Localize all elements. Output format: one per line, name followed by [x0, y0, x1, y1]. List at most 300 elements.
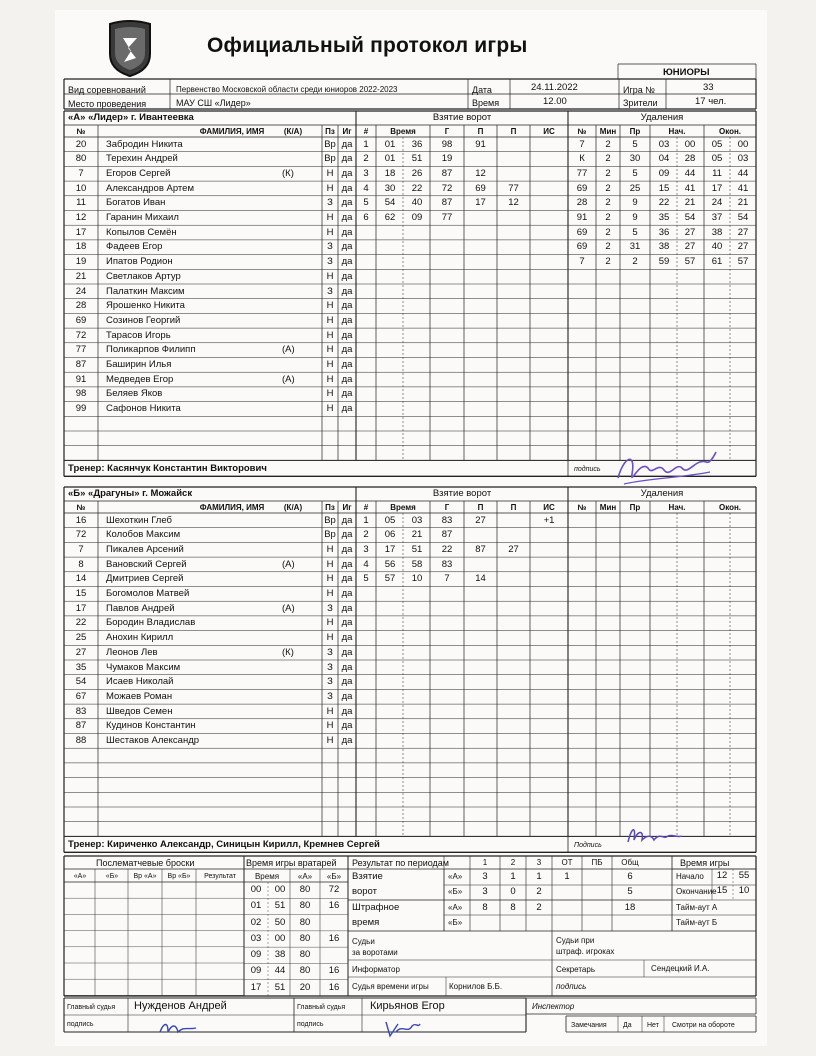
- penalty-end-minute: 05: [711, 153, 723, 165]
- penalty-reason: 9: [632, 212, 638, 223]
- team_a-sign-label: подпись: [574, 466, 601, 474]
- referee-1-sign-label: подпись: [67, 1021, 94, 1028]
- player-number: 19: [75, 256, 87, 268]
- player-position: З: [327, 690, 333, 702]
- player-position: Н: [326, 373, 334, 385]
- player-number: 99: [75, 403, 87, 415]
- player-number: 80: [75, 153, 87, 165]
- period-team-tag: «А»: [448, 903, 463, 912]
- goal-number: 5: [363, 197, 369, 209]
- goal-number: 2: [363, 529, 369, 541]
- penalty-player: 69: [576, 226, 588, 238]
- player-played: да: [341, 329, 353, 341]
- goal-scorer: 87: [441, 529, 453, 541]
- player-number: 67: [75, 690, 87, 702]
- player-played: да: [341, 256, 353, 268]
- goals-row-label-2: ворот: [352, 886, 377, 897]
- team_b-col-pen-reason: Пр: [629, 503, 641, 512]
- player-name: Вановский Сергей: [106, 558, 187, 570]
- player-position: Н: [326, 314, 334, 326]
- player-position: Вр: [324, 138, 336, 150]
- team_a-col-goal-no: #: [363, 127, 369, 136]
- team_a-penalties-header: Удаления: [640, 112, 684, 123]
- penalty-end-second: 03: [737, 153, 749, 165]
- player-number: 17: [75, 602, 87, 614]
- goal-scorer: 98: [441, 138, 453, 150]
- player-number: 22: [75, 617, 87, 629]
- player-played: да: [341, 403, 353, 415]
- period-total-header: Общ: [621, 858, 639, 867]
- penalty-end-second: 27: [737, 226, 749, 238]
- penalty-end-minute: 37: [711, 212, 723, 223]
- gk-row-a: 80: [299, 916, 311, 928]
- goal-assist-1: 87: [475, 543, 486, 555]
- venue-value: МАУ СШ «Лидер»: [176, 98, 251, 108]
- goal-scorer: 72: [441, 182, 453, 194]
- goal-second: 58: [411, 558, 423, 570]
- penalty-player: 69: [576, 241, 588, 253]
- player-position: Н: [326, 167, 334, 179]
- penalty-start-second: 54: [684, 212, 696, 223]
- player-played: да: [341, 735, 353, 746]
- period-value: 3: [482, 871, 488, 882]
- player-played: да: [341, 632, 353, 644]
- team_a-col-ig: Иг: [342, 127, 352, 136]
- penalty-judges-label: Судьи при: [556, 936, 595, 945]
- penalty-end-second: 44: [737, 167, 749, 179]
- player-position: Вр: [324, 514, 336, 526]
- shootout-col-b: «Б»: [105, 873, 119, 880]
- penalty-end-minute: 24: [711, 197, 723, 209]
- team_b-title: «Б» «Драгуны» г. Можайск: [68, 488, 193, 499]
- penalty-player: 69: [576, 182, 588, 194]
- player-number: 10: [75, 182, 87, 194]
- team_a-col-no: №: [76, 127, 86, 136]
- goal-minute: 17: [384, 543, 396, 555]
- player-number: 7: [78, 167, 84, 179]
- player-number: 11: [76, 197, 86, 209]
- gk-row-a: 80: [299, 884, 311, 895]
- team_b-penalties-header: Удаления: [640, 488, 684, 499]
- penalty-minutes: 2: [605, 153, 611, 165]
- player-name: Тарасов Игорь: [106, 329, 171, 341]
- informer-label: Информатор: [352, 965, 400, 974]
- player-role: (А): [282, 558, 295, 570]
- period-value: 3: [482, 886, 488, 897]
- player-played: да: [341, 212, 353, 223]
- penalty-player: 77: [576, 167, 588, 179]
- player-number: 87: [75, 720, 87, 732]
- goal-number: 3: [363, 543, 369, 555]
- goal-second: 51: [411, 153, 423, 165]
- player-played: да: [341, 373, 353, 385]
- gk-row-b: 16: [328, 932, 340, 944]
- goal-minute: 62: [384, 212, 396, 223]
- penalty-start-second: 00: [684, 138, 696, 150]
- penalty-player: 91: [576, 212, 588, 223]
- goal-scorer: 83: [441, 558, 453, 570]
- referee-1-label: Главный судья: [67, 1004, 116, 1011]
- team_b-col-goal-scorer: Г: [444, 503, 450, 512]
- player-name: Богомолов Матвей: [106, 588, 190, 599]
- period-value: 0: [510, 886, 516, 897]
- game-time-label: Время игры: [680, 858, 730, 868]
- team_a-col-pen-end: Окон.: [718, 127, 742, 136]
- player-position: Н: [326, 226, 334, 238]
- goal-assist-1: 17: [475, 197, 486, 209]
- remarks-yes: Да: [623, 1022, 632, 1029]
- goal-second: 22: [411, 182, 423, 194]
- goal-scorer: 22: [441, 543, 453, 555]
- player-name: Поликарпов Филипп: [106, 344, 196, 356]
- player-name: Шестаков Александр: [106, 735, 200, 746]
- penalty-minutes: 2: [605, 138, 611, 150]
- player-position: Н: [326, 632, 334, 644]
- penalty-start-minute: 15: [658, 182, 670, 194]
- goal-assist-2: 77: [508, 182, 519, 194]
- goal-minute: 57: [384, 573, 396, 585]
- team_b-col-pen-end: Окон.: [718, 503, 742, 512]
- penalty-player: К: [579, 153, 585, 165]
- period-value: 1: [536, 871, 542, 882]
- player-name: Богатов Иван: [106, 197, 166, 209]
- player-played: да: [341, 388, 353, 400]
- player-number: 91: [75, 373, 87, 385]
- time-value: 12.00: [543, 96, 567, 107]
- competition-label: Вид соревнований: [68, 85, 146, 95]
- venue-label: Место проведения: [68, 99, 147, 109]
- player-played: да: [341, 558, 353, 570]
- game-number-label: Игра №: [623, 85, 655, 95]
- goal-assist-2: 12: [508, 197, 519, 209]
- goal-scorer: 87: [441, 197, 453, 209]
- player-position: З: [327, 676, 333, 688]
- secretary-label: Секретарь: [556, 965, 595, 974]
- player-played: да: [341, 602, 353, 614]
- penalty-reason: 31: [629, 241, 641, 253]
- penalty-minutes: 2: [605, 182, 611, 194]
- gk-row-minute: 09: [250, 965, 262, 977]
- penalty-start-second: 27: [684, 226, 696, 238]
- team_a-col-assist-1: П: [477, 127, 484, 136]
- period-value: 8: [510, 902, 516, 913]
- gk-row-a: 80: [299, 932, 311, 944]
- player-played: да: [341, 314, 353, 326]
- player-played: да: [341, 617, 353, 629]
- player-name: Копылов Семён: [106, 226, 177, 238]
- category-label: ЮНИОРЫ: [663, 67, 710, 78]
- team_a-col-goal-scorer: Г: [444, 127, 450, 136]
- goal-second: 51: [411, 543, 423, 555]
- player-name: Кудинов Константин: [106, 720, 196, 732]
- penalty-end-second: 00: [737, 138, 749, 150]
- penalty-start-minute: 59: [658, 256, 670, 268]
- time-label: Время: [472, 98, 500, 108]
- penalty-minutes: 2: [605, 256, 611, 268]
- period-value: 2: [536, 886, 542, 897]
- gk-row-b: 16: [328, 965, 340, 977]
- goal-judges-label: Судьи: [352, 937, 375, 946]
- gk-row-minute: 09: [250, 949, 262, 961]
- team_a-col-pz: Пз: [325, 127, 335, 136]
- player-name: Колобов Максим: [106, 529, 181, 541]
- shootout-col-gk-b: Вр «Б»: [167, 873, 191, 880]
- penalty-minutes: 2: [605, 212, 611, 223]
- player-played: да: [341, 197, 353, 209]
- penalty-reason: 9: [632, 197, 638, 209]
- team_b-col-pen-no: №: [577, 503, 587, 512]
- player-name: Чумаков Максим: [106, 661, 181, 673]
- goal-assist-1: 14: [475, 573, 486, 585]
- goal-scorer: 19: [441, 153, 453, 165]
- player-position: Н: [326, 182, 334, 194]
- player-name: Можаев Роман: [106, 690, 173, 702]
- gk-row-minute: 00: [250, 884, 262, 895]
- player-number: 20: [75, 138, 87, 150]
- gk-row-b: 72: [328, 884, 340, 895]
- goal-number: 5: [363, 573, 369, 585]
- player-number: 28: [75, 300, 87, 312]
- player-name: Фадеев Егор: [106, 241, 163, 253]
- penalty-start-minute: 09: [658, 167, 670, 179]
- gk-row-a: 80: [299, 965, 311, 977]
- game-start-hour: 12: [716, 870, 728, 881]
- period-team-tag: «А»: [448, 872, 463, 881]
- penalty-minutes: 2: [605, 226, 611, 238]
- player-name: Анохин Кирилл: [106, 632, 174, 644]
- player-role: (К): [282, 646, 294, 658]
- inspector-label: Инспектор: [532, 1002, 575, 1011]
- penalty-start-minute: 36: [658, 226, 670, 238]
- player-played: да: [341, 182, 353, 194]
- penalty-reason: 5: [632, 226, 638, 238]
- goal-number: 4: [363, 558, 369, 570]
- player-played: да: [341, 270, 353, 282]
- penalty-start-minute: 22: [658, 197, 670, 209]
- player-number: 12: [75, 212, 87, 223]
- player-position: Н: [326, 212, 334, 223]
- player-position: Н: [326, 329, 334, 341]
- gk-row-a: 80: [299, 900, 311, 912]
- secretary-name: Сендецкий И.А.: [651, 964, 710, 973]
- team_b-col-name: ФАМИЛИЯ, ИМЯ: [199, 503, 265, 512]
- gk-row-a: 80: [299, 949, 311, 961]
- player-name: Сафонов Никита: [106, 403, 181, 415]
- player-name: Дмитриев Сергей: [106, 573, 184, 585]
- goal-scorer: 87: [441, 167, 453, 179]
- player-number: 17: [75, 226, 87, 238]
- player-number: 7: [78, 543, 84, 555]
- penalty-start-minute: 38: [658, 241, 670, 253]
- player-position: Н: [326, 344, 334, 356]
- player-name: Забродин Никита: [106, 138, 183, 150]
- timeout-a-label: Тайм-аут А: [676, 903, 718, 912]
- gk-row-second: 44: [274, 965, 286, 977]
- player-position: Н: [326, 270, 334, 282]
- player-position: З: [327, 646, 333, 658]
- player-number: 27: [75, 646, 87, 658]
- player-played: да: [341, 705, 353, 717]
- player-name: Созинов Георгий: [106, 314, 181, 326]
- penalty-end-minute: 40: [711, 241, 723, 253]
- game-end-label: Окончание: [676, 887, 717, 896]
- player-position: З: [327, 602, 333, 614]
- penalty-start-minute: 35: [658, 212, 670, 223]
- game-number-value: 33: [703, 82, 714, 93]
- player-number: 25: [75, 632, 87, 644]
- team_b-col-goal-no: #: [363, 503, 369, 512]
- player-played: да: [341, 300, 353, 312]
- player-played: да: [341, 138, 353, 150]
- gk-col-time: Время: [254, 872, 280, 881]
- gk-row-second: 38: [274, 949, 286, 961]
- goal-minute: 05: [384, 514, 396, 526]
- team_b-col-ka: (К/А): [283, 503, 303, 512]
- period-2-header: 2: [510, 858, 516, 867]
- gk-row-second: 51: [274, 981, 286, 993]
- team_a-goals-header: Взятие ворот: [432, 112, 492, 123]
- shootout-label: Послематчевые броски: [96, 858, 195, 868]
- spectators-label: Зрители: [623, 98, 658, 108]
- player-played: да: [341, 226, 353, 238]
- player-number: 18: [75, 241, 87, 253]
- goal-number: 4: [363, 182, 369, 194]
- date-label: Дата: [472, 85, 492, 95]
- player-name: Гаранин Михаил: [106, 212, 179, 223]
- player-position: Н: [326, 403, 334, 415]
- referee-2-signature: [382, 1016, 422, 1040]
- goal-assist-1: 69: [475, 182, 486, 194]
- player-number: 72: [75, 329, 87, 341]
- pim-row-label-2: время: [352, 917, 380, 928]
- player-position: Н: [326, 617, 334, 629]
- team_b-goals-header: Взятие ворот: [432, 488, 492, 499]
- game-start-minute: 55: [738, 870, 750, 881]
- player-number: 72: [75, 529, 87, 541]
- player-name: Александров Артем: [106, 182, 194, 194]
- competition-value: Первенство Московской области среди юниоров 2022-2023: [176, 85, 398, 94]
- penalty-minutes: 2: [605, 167, 611, 179]
- penalty-end-minute: 05: [711, 138, 723, 150]
- player-played: да: [341, 241, 353, 253]
- period-value: 5: [627, 886, 633, 897]
- referee-2-label: Главный судья: [297, 1004, 346, 1011]
- penalty-reason: 2: [632, 256, 638, 268]
- gk-row-a: 20: [299, 981, 311, 993]
- penalty-minutes: 2: [605, 241, 611, 253]
- player-played: да: [341, 720, 353, 732]
- goal-number: 1: [363, 138, 369, 150]
- player-name: Ипатов Родион: [106, 256, 173, 268]
- goal-minute: 54: [384, 197, 396, 209]
- player-number: 14: [75, 573, 87, 585]
- goal-number: 1: [363, 514, 369, 526]
- player-played: да: [341, 588, 353, 599]
- penalty-reason: 5: [632, 167, 638, 179]
- player-position: Н: [326, 573, 334, 585]
- gk-row-minute: 03: [250, 932, 262, 944]
- player-role: (А): [282, 602, 295, 614]
- player-played: да: [341, 153, 353, 165]
- team_b-col-no: №: [76, 503, 86, 512]
- goal-assist-1: 12: [475, 167, 486, 179]
- team_b-col-situation: ИС: [543, 503, 555, 512]
- team_a-col-ka: (К/А): [283, 127, 303, 136]
- goal-situation: +1: [543, 514, 555, 526]
- player-played: да: [341, 359, 353, 370]
- player-position: Н: [326, 543, 334, 555]
- game-end-minute: 10: [738, 885, 750, 896]
- penalty-reason: 25: [629, 182, 641, 194]
- penalty-start-minute: 03: [658, 138, 670, 150]
- timekeeper-name: Корнилов Б.Б.: [449, 982, 503, 991]
- penalty-player: 7: [579, 138, 585, 150]
- penalty-end-minute: 61: [711, 256, 723, 268]
- goal-number: 6: [363, 212, 369, 223]
- summary-sign-label: подпись: [556, 982, 587, 991]
- period-3-header: 3: [536, 858, 542, 867]
- player-position: З: [327, 256, 333, 268]
- penalty-reason: 30: [629, 153, 641, 165]
- gk-row-b: 16: [328, 981, 340, 993]
- player-position: Н: [326, 588, 334, 599]
- shootout-col-a: «А»: [73, 873, 87, 880]
- referee-1-name: Нужденов Андрей: [134, 1000, 227, 1012]
- period-value: 1: [564, 871, 570, 882]
- goal-second: 26: [411, 167, 423, 179]
- penalty-end-second: 57: [737, 256, 749, 268]
- penalty-start-second: 28: [684, 153, 696, 165]
- player-name: Медведев Егор: [106, 373, 174, 385]
- goal-scorer: 7: [444, 573, 450, 585]
- remarks-see-back: Смотри на обороте: [672, 1022, 735, 1029]
- player-name: Павлов Андрей: [106, 602, 175, 614]
- team_a-col-pen-min: Мин: [599, 127, 617, 136]
- remarks-no: Нет: [647, 1022, 659, 1029]
- period-ot-header: ОТ: [561, 858, 573, 867]
- team_b-col-goal-time: Время: [390, 503, 416, 512]
- player-number: 35: [75, 661, 87, 673]
- goal-second: 40: [411, 197, 423, 209]
- team_b-col-assist-1: П: [477, 503, 484, 512]
- period-value: 2: [536, 902, 542, 913]
- penalty-minutes: 2: [605, 197, 611, 209]
- goal-number: 2: [363, 153, 369, 165]
- penalty-start-second: 21: [684, 197, 696, 209]
- goals-row-label: Взятие: [352, 871, 383, 882]
- penalty-start-second: 27: [684, 241, 696, 253]
- team_b-sign-label: Подпись: [574, 842, 602, 850]
- team_a-col-situation: ИС: [543, 127, 555, 136]
- timeout-b-label: Тайм-аут Б: [676, 918, 718, 927]
- player-played: да: [341, 661, 353, 673]
- penalty-end-second: 27: [737, 241, 749, 253]
- goal-minute: 06: [384, 529, 396, 541]
- shootout-col-result: Результат: [204, 873, 236, 880]
- penalty-end-minute: 11: [712, 167, 722, 179]
- gk-row-minute: 17: [250, 981, 262, 993]
- gk-row-second: 51: [274, 900, 286, 912]
- player-position: Н: [326, 720, 334, 732]
- player-position: З: [327, 241, 333, 253]
- player-role: (А): [282, 373, 295, 385]
- player-position: Вр: [324, 529, 336, 541]
- player-name: Пикалев Арсений: [106, 543, 184, 555]
- player-number: 21: [75, 270, 87, 282]
- team_a-col-goal-time: Время: [390, 127, 416, 136]
- player-number: 88: [75, 735, 87, 746]
- penalty-player: 28: [576, 197, 588, 209]
